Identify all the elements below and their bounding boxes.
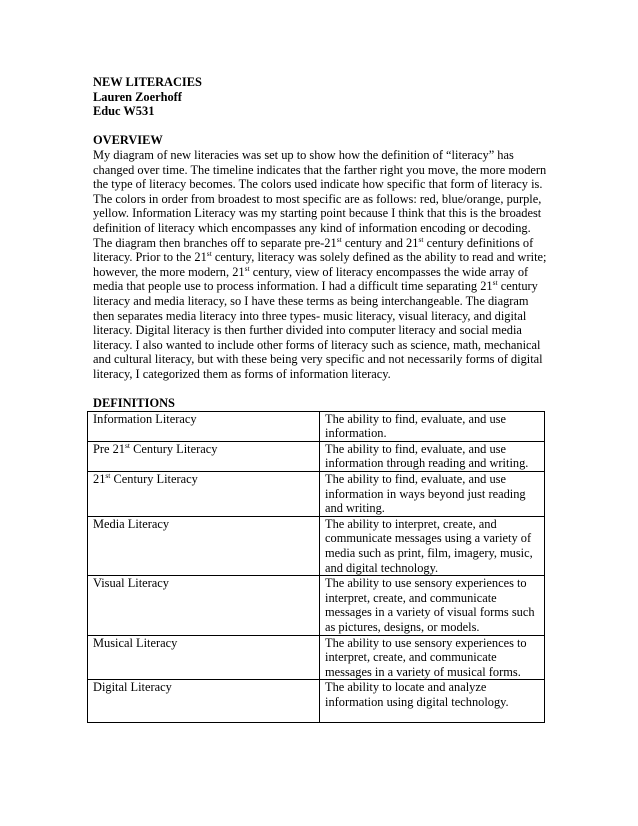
table-row xyxy=(88,680,545,722)
term-text: Visual Literacy xyxy=(93,576,169,591)
term-text: Century Literacy xyxy=(110,472,198,487)
overview-text: century definitions of literacy. Prior to the 21 xyxy=(93,235,534,265)
overview-text: century, literacy was solely defined as the ability to read and write; however, the more modern, 21 xyxy=(93,250,547,279)
ordinal-suffix: st xyxy=(206,249,212,258)
overview-paragraph xyxy=(93,148,551,382)
overview-heading: OVERVIEW xyxy=(93,133,163,148)
ordinal-suffix: st xyxy=(244,263,250,273)
definition-cell: The ability to find, evaluate, and use information through reading and writing. xyxy=(320,441,545,471)
definitions-heading: DEFINITIONS xyxy=(93,396,175,411)
table-row xyxy=(88,441,545,471)
author-name: Lauren Zoerhoff xyxy=(93,89,182,104)
table-row xyxy=(88,635,545,680)
table-row xyxy=(88,516,545,575)
definition-cell: The ability to use sensory experiences to interpret, create, and communicate messages in a variety of musical forms. xyxy=(320,635,545,680)
document-page xyxy=(93,75,553,723)
term-cell xyxy=(88,441,320,471)
term-cell xyxy=(88,576,320,635)
definition-cell: The ability to find, evaluate, and use information in ways beyond just reading and writing. xyxy=(320,472,545,517)
term-text: Digital Literacy xyxy=(93,680,172,695)
term-text: Musical Literacy xyxy=(93,635,178,650)
definitions-table xyxy=(87,411,545,723)
ordinal-suffix: st xyxy=(336,234,342,244)
ordinal-suffix: st xyxy=(418,234,424,244)
term-cell xyxy=(88,516,320,575)
table-row xyxy=(88,472,545,517)
course-code: Educ W531 xyxy=(93,104,155,119)
term-cell xyxy=(88,411,320,441)
definition-cell: The ability to interpret, create, and communicate messages using a variety of media such as print, film, imagery, music, and digital technology. xyxy=(320,516,545,575)
table-row xyxy=(88,411,545,441)
document-title: NEW LITERACIES xyxy=(93,75,202,89)
overview-text: My diagram of new literacies was set up to show how the definition of “literacy” has changed over time. The timeline indicates that the farther right you move, the more modern the type of literacy becomes. The colors used indicate how specific that form of literacy is. The colors in order from broadest to most specific are as follows: red, blue/orange, purple, yellow. Information Literacy was my starting point because I think that this is the broadest definition of literacy which encompasses any kind of information encoding or decoding. The diagram then branches off to separate pre-21 xyxy=(93,147,547,250)
term-cell xyxy=(88,680,320,722)
definition-cell: The ability to use sensory experiences to interpret, create, and communicate messages in a variety of visual forms such as pictures, designs, or models. xyxy=(320,576,545,635)
term-text: Century Literacy xyxy=(130,441,218,456)
term-text: Pre 21 xyxy=(93,441,126,456)
overview-text: century literacy and media literacy, so I have these terms as being interchangeable. The diagram then separates media literacy into three types- music literacy, visual literacy, and digital literacy. Digital literacy is then further divided into computer literacy and social media literacy. I also wanted to include other forms of literacy such as science, math, mechanical and cultural literacy, but with these being very specific and not necessarily forms of digital literacy, I categorized them as forms of information literacy. xyxy=(93,279,543,381)
definition-cell: The ability to locate and analyze information using digital technology. xyxy=(320,680,545,722)
definition-cell: The ability to find, evaluate, and use information. xyxy=(320,411,545,441)
term-text: 21 xyxy=(93,472,106,487)
table-row xyxy=(88,576,545,635)
overview-text: century, view of literacy encompasses the wide array of media that people use to process information. I had a difficult time separating 21 xyxy=(93,264,529,294)
overview-text: century and 21 xyxy=(341,235,419,250)
term-suffix: st xyxy=(125,440,131,450)
term-text: Information Literacy xyxy=(93,411,197,426)
term-cell xyxy=(88,635,320,680)
term-cell xyxy=(88,472,320,517)
ordinal-suffix: st xyxy=(492,278,498,288)
term-suffix: st xyxy=(105,470,111,480)
term-text: Media Literacy xyxy=(93,516,170,531)
